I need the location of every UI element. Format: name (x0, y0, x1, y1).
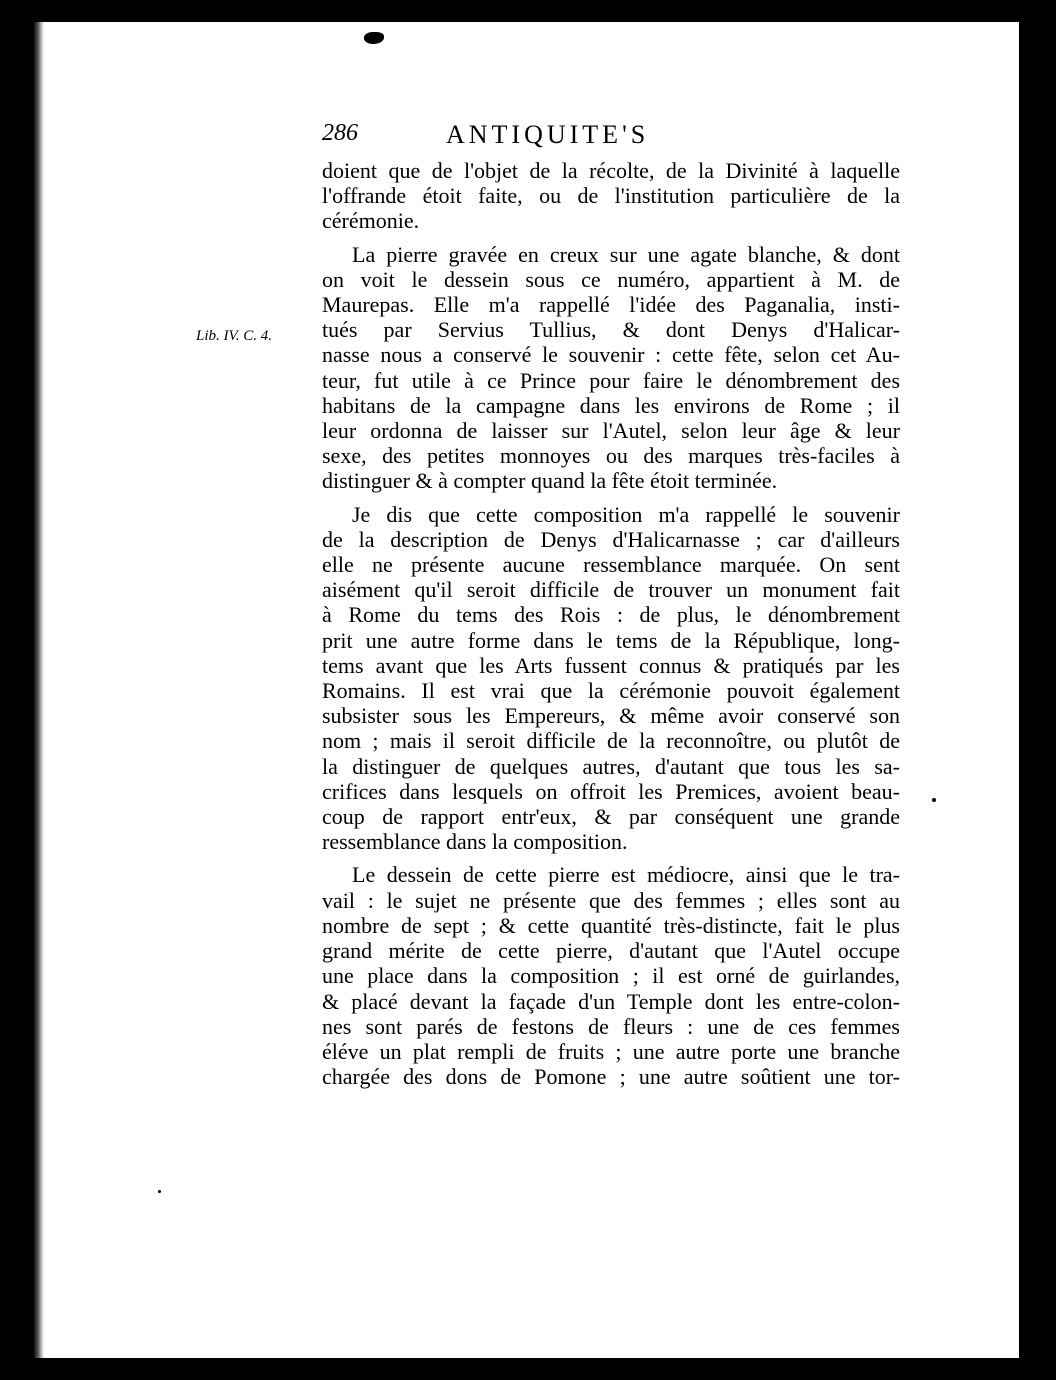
text-line: Je dis que cette composition m'a rappellé le souvenir (352, 501, 900, 527)
text-line: leur ordonna de laisser sur l'Autel, selon leur âge & leur (322, 418, 900, 444)
text-line: prit une autre forme dans le tems de la République, long- (322, 627, 900, 653)
text-line: coup de rapport entr'eux, & par conséquent une grande (322, 804, 900, 830)
text-line: éléve un plat rempli de fruits ; une autre porte une branche (322, 1038, 900, 1064)
paper-speck (932, 798, 936, 802)
ink-blot (364, 32, 384, 44)
text-line: crifices dans lesquels on offroit les Premices, avoient beau- (322, 778, 900, 804)
text-line: aisément qu'il seroit difficile de trouver un monument fait (322, 577, 900, 603)
margin-note: Lib. IV. C. 4. (196, 328, 272, 344)
text-line: distinguer & à compter quand la fête étoit terminée. (322, 468, 778, 494)
body-text (322, 158, 900, 1097)
paragraph-3 (322, 502, 900, 855)
text-line: à Rome du tems des Rois : de plus, le dénombrement (322, 602, 900, 628)
book-page (34, 22, 1019, 1358)
text-line: & placé devant la façade d'un Temple dont les entre-colon- (322, 988, 900, 1014)
text-line: tués par Servius Tullius, & dont Denys d'Halicar- (322, 317, 900, 343)
page-number: 286 (322, 120, 358, 146)
running-title: ANTIQUITE'S (446, 120, 650, 149)
text-line: on voit le dessein sous ce numéro, appartient à M. de (322, 266, 900, 292)
text-line: la distinguer de quelques autres, d'autant que tous les sa- (322, 753, 900, 779)
text-line: nombre de sept ; & cette quantité très-distincte, fait le plus (322, 912, 900, 938)
text-line: habitans de la campagne dans les environs de Rome ; il (322, 392, 900, 418)
text-line: teur, fut utile à ce Prince pour faire le dénombrement des (322, 367, 900, 393)
text-line: nom ; mais il seroit difficile de la reconnoître, ou plutôt de (322, 728, 900, 754)
text-line: cérémonie. (322, 208, 420, 234)
text-line: subsister sous les Empereurs, & même avoir conservé son (322, 703, 900, 729)
text-line: sexe, des petites monnoyes ou des marques très-faciles à (322, 443, 900, 469)
text-line: tems avant que les Arts fussent connus & pratiqués par les (322, 652, 900, 678)
text-line: ressemblance dans la composition. (322, 829, 628, 855)
text-line: La pierre gravée en creux sur une agate blanche, & dont (352, 241, 900, 267)
text-line: l'offrande étoit faite, ou de l'institution particulière de la (322, 183, 900, 209)
text-line: de la description de Denys d'Halicarnasse ; car d'ailleurs (322, 526, 900, 552)
paper-speck (158, 1190, 161, 1193)
text-line: grand mérite de cette pierre, d'autant que l'Autel occupe (322, 938, 900, 964)
text-line: nes sont parés de festons de fleurs : une de ces femmes (322, 1013, 900, 1039)
text-line: Maurepas. Elle m'a rappellé l'idée des Paganalia, insti- (322, 292, 900, 318)
text-line: elle ne présente aucune ressemblance marquée. On sent (322, 552, 900, 578)
paragraph-4 (322, 862, 900, 1089)
text-line: une place dans la composition ; il est orné de guirlandes, (322, 963, 900, 989)
text-line: Le dessein de cette pierre est médiocre, ainsi que le tra- (352, 862, 900, 888)
paragraph-2 (322, 242, 900, 494)
text-line: Romains. Il est vrai que la cérémonie pouvoit également (322, 678, 900, 704)
text-line: nasse nous a conservé le souvenir : cette fête, selon cet Au- (322, 342, 900, 368)
paragraph-1 (322, 158, 900, 234)
text-line: chargée des dons de Pomone ; une autre soûtient une tor- (322, 1064, 900, 1090)
text-line: doient que de l'objet de la récolte, de la Divinité à laquelle (322, 158, 900, 183)
text-line: vail : le sujet ne présente que des femmes ; elles sont au (322, 887, 900, 913)
